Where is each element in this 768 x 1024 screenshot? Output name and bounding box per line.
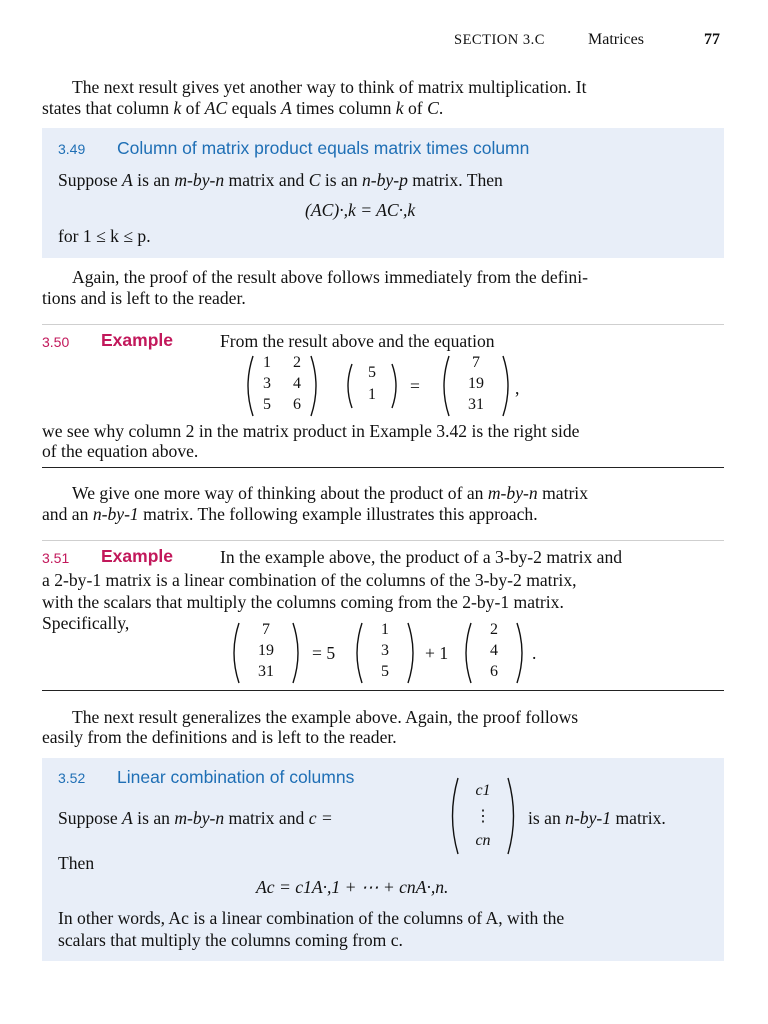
matrix-a-cell: 1 bbox=[263, 354, 271, 371]
theorem-equation: (AC)·,k = AC·,k bbox=[305, 200, 416, 220]
vector-left-cell: 31 bbox=[258, 663, 274, 680]
theorem-title: Column of matrix product equals matrix times column bbox=[117, 138, 530, 158]
example-conclusion-line1: we see why column 2 in the matrix product in Example 3.42 is the right side bbox=[42, 421, 580, 441]
example-bottom-rule bbox=[42, 690, 724, 691]
vector-right bbox=[462, 621, 526, 685]
vector-entry: cn bbox=[475, 832, 491, 849]
theorem-suppose: Suppose A is an m-by-n matrix and c = bbox=[58, 808, 333, 828]
theorem-range: for 1 ≤ k ≤ p. bbox=[58, 226, 151, 246]
intro-line1: The next result gives yet another way to think of matrix multiplication. It bbox=[72, 77, 587, 97]
example-bottom-rule bbox=[42, 467, 724, 468]
example-top-rule bbox=[42, 324, 724, 325]
matrix-a bbox=[244, 354, 320, 418]
coefficient-1: + 1 bbox=[425, 643, 449, 663]
matrix-a-cell: 4 bbox=[293, 375, 301, 392]
theorem-words-line2: scalars that multiply the columns coming from c. bbox=[58, 930, 403, 950]
coefficient-5: = 5 bbox=[312, 643, 336, 663]
theorem-equation: Ac = c1A·,1 + ⋯ + cnA·,n. bbox=[256, 877, 449, 897]
page-number: 77 bbox=[704, 31, 720, 48]
example-conclusion-line2: of the equation above. bbox=[42, 441, 199, 461]
matrix-a-cell: 5 bbox=[263, 396, 271, 413]
theorem-body: Suppose A is an m-by-n matrix and C is an n-by-p matrix. Then bbox=[58, 170, 503, 190]
theorem-then: Then bbox=[58, 853, 95, 873]
again-line1: Again, the proof of the result above follows immediately from the defini- bbox=[72, 267, 588, 287]
matrix-a-cell: 6 bbox=[293, 396, 301, 413]
example-number: 3.50 bbox=[42, 334, 70, 350]
vector-mid bbox=[353, 621, 417, 685]
vector-left-cell: 7 bbox=[262, 621, 270, 638]
vector-right-cell: 4 bbox=[490, 642, 498, 659]
vector-mid-cell: 5 bbox=[381, 663, 389, 680]
para3-line2: easily from the definitions and is left to the reader. bbox=[42, 727, 397, 747]
vector-c bbox=[440, 354, 512, 418]
vector-b-cell: 1 bbox=[368, 386, 376, 403]
theorem-number: 3.52 bbox=[58, 770, 86, 786]
theorem-suppose-end: is an n-by-1 matrix. bbox=[528, 808, 666, 828]
theorem-words-line1: In other words, Ac is a linear combination of the columns of A, with the bbox=[58, 908, 565, 928]
again-line2: tions and is left to the reader. bbox=[42, 288, 246, 308]
theorem-number: 3.49 bbox=[58, 141, 86, 157]
vector-left-cell: 19 bbox=[258, 642, 274, 659]
vector-b bbox=[344, 362, 400, 410]
para3-line1: The next result generalizes the example above. Again, the proof follows bbox=[72, 707, 579, 727]
theorem-title: Linear combination of columns bbox=[117, 767, 355, 787]
para2-line2: and an n-by-1 matrix. The following example illustrates this approach. bbox=[42, 504, 538, 524]
example-number: 3.51 bbox=[42, 550, 70, 566]
vector-mid-cell: 1 bbox=[381, 621, 389, 638]
example-text-line3: with the scalars that multiply the columns coming from the 2-by-1 matrix. bbox=[42, 592, 564, 612]
trailing-comma: , bbox=[515, 378, 520, 398]
example-label: Example bbox=[101, 330, 173, 350]
example-text-line1: In the example above, the product of a 3-by-2 matrix and bbox=[220, 547, 623, 567]
running-header-section: SECTION 3.C bbox=[454, 32, 545, 48]
vector-b-cell: 5 bbox=[368, 364, 376, 381]
example-intro: From the result above and the equation bbox=[220, 331, 495, 351]
example-text-line2: a 2-by-1 matrix is a linear combination of the columns of the 3-by-2 matrix, bbox=[42, 570, 577, 590]
example-top-rule bbox=[42, 540, 724, 541]
matrix-a-cell: 2 bbox=[293, 354, 301, 371]
equals-sign: = bbox=[410, 376, 420, 396]
trailing-period: . bbox=[532, 643, 537, 663]
example-label: Example bbox=[101, 546, 173, 566]
example-text-line4: Specifically, bbox=[42, 613, 130, 633]
vector-right-cell: 2 bbox=[490, 621, 498, 638]
intro-line2: states that column k of AC equals A times column k of C. bbox=[42, 98, 444, 118]
vector-c-entries bbox=[448, 776, 518, 856]
running-header-title: Matrices bbox=[588, 31, 644, 48]
vector-c-cell: 31 bbox=[468, 396, 484, 413]
vector-entry: c1 bbox=[475, 782, 491, 799]
vector-left bbox=[230, 621, 302, 685]
matrix-a-cell: 3 bbox=[263, 375, 271, 392]
para2-line1: We give one more way of thinking about the product of an m-by-n matrix bbox=[72, 483, 588, 503]
vector-c-cell: 19 bbox=[468, 375, 484, 392]
vector-mid-cell: 3 bbox=[381, 642, 389, 659]
vector-c-cell: 7 bbox=[472, 354, 480, 371]
vector-right-cell: 6 bbox=[490, 663, 498, 680]
vector-entry: ⋮ bbox=[475, 808, 491, 825]
